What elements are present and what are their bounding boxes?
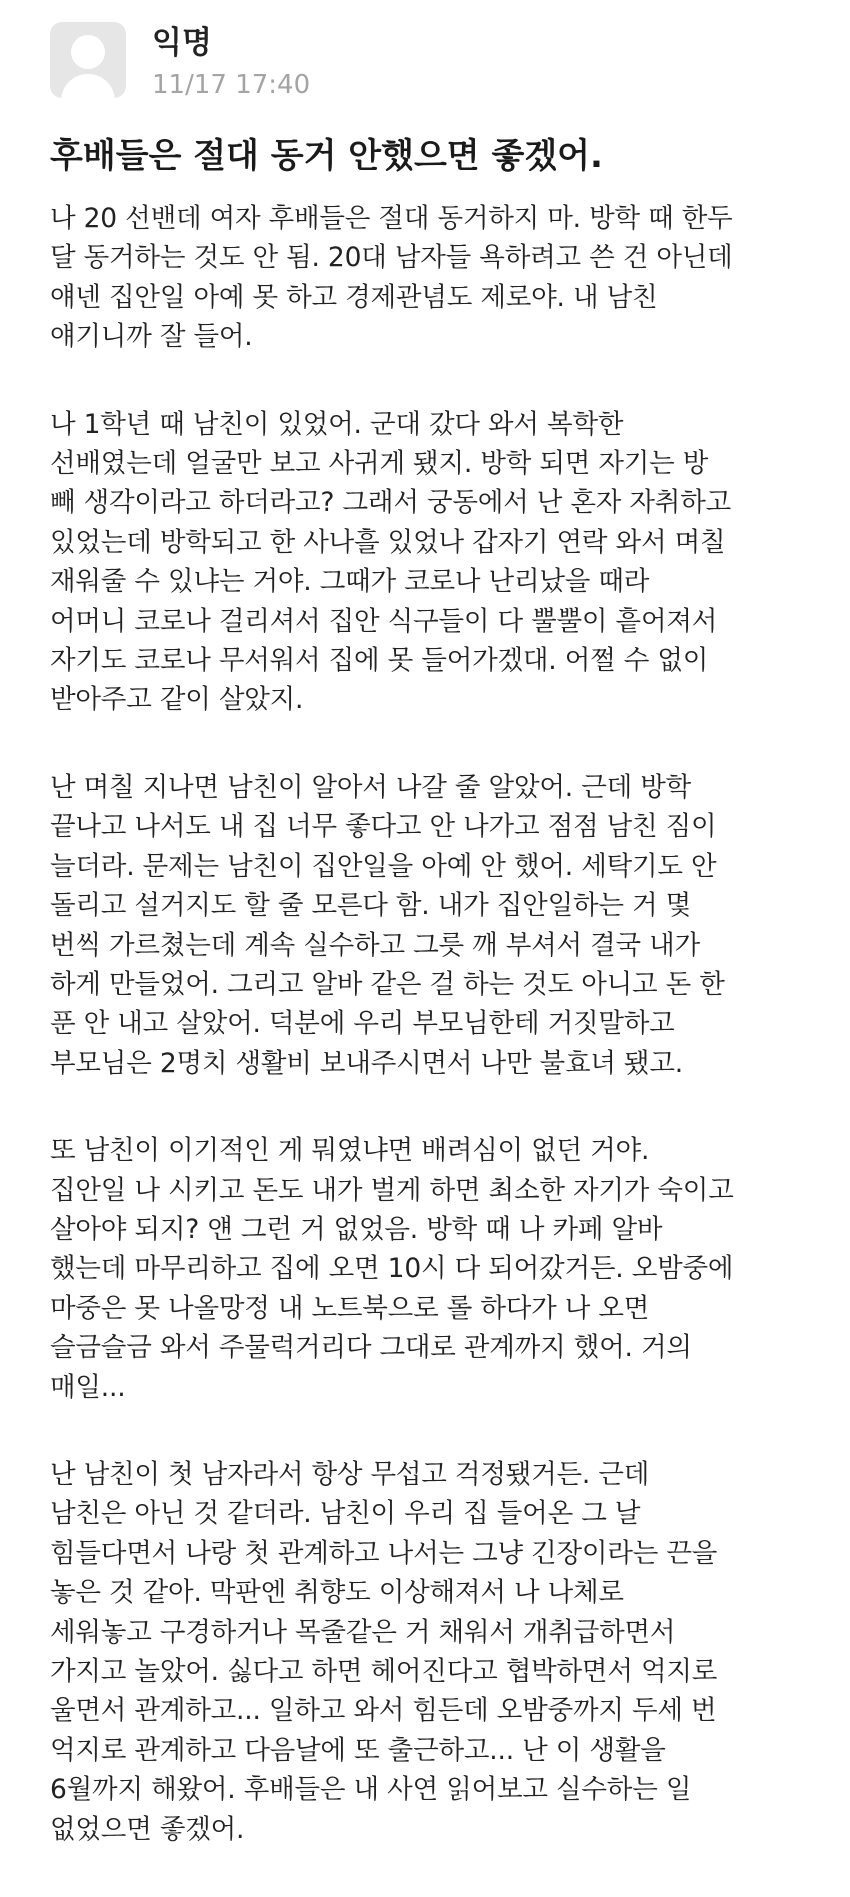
paragraph-line: 놓은 것 같아. 막판엔 취향도 이상해져서 나 나체로 [50, 1577, 624, 1609]
paragraph-line: 달 동거하는 것도 안 됨. 20대 남자들 욕하려고 쓴 건 아닌데 [50, 242, 733, 274]
paragraph-line: 울면서 관계하고... 일하고 와서 힘든데 오밤중까지 두세 번 [50, 1695, 717, 1727]
paragraph-line: 마중은 못 나올망정 내 노트북으로 롤 하다가 나 오면 [50, 1292, 650, 1324]
avatar-body-shape [61, 74, 115, 98]
post-title: 후배들은 절대 동거 안했으면 좋겠어. [50, 136, 603, 176]
post-paragraph [50, 1455, 820, 1849]
paragraph-line: 슬금슬금 와서 주물럭거리다 그대로 관계까지 했어. 거의 [50, 1332, 692, 1364]
paragraph-line: 어머니 코로나 걸리셔서 집안 식구들이 다 뿔뿔이 흩어져서 [50, 605, 718, 637]
paragraph-line: 자기도 코로나 무서워서 집에 못 들어가겠대. 어쩔 수 없이 [50, 645, 709, 677]
paragraph-line: 받아주고 같이 살았지. [50, 684, 304, 716]
paragraph-line: 나 1학년 때 남친이 있었어. 군대 갔다 와서 복학한 [50, 408, 624, 440]
paragraph-line: 또 남친이 이기적인 게 뭐였냐면 배려심이 없던 거야. [50, 1135, 650, 1167]
paragraph-line: 나 20 선밴데 여자 후배들은 절대 동거하지 마. 방학 때 한두 [50, 203, 733, 234]
paragraph-line: 하게 만들었어. 그리고 알바 같은 걸 하는 것도 아니고 돈 한 [50, 968, 725, 1000]
paragraph-line: 했는데 마무리하고 집에 오면 10시 다 되어갔거든. 오밤중에 [50, 1253, 734, 1285]
paragraph-line: 재워줄 수 있냐는 거야. 그때가 코로나 난리났을 때라 [50, 566, 650, 598]
paragraph-line: 얘넨 집안일 아예 못 하고 경제관념도 제로야. 내 남친 [50, 281, 658, 313]
paragraph-line: 세워놓고 구경하거나 목줄같은 거 채워서 개취급하면서 [50, 1616, 676, 1648]
paragraph-line: 번씩 가르쳤는데 계속 실수하고 그릇 깨 부셔서 결국 내가 [50, 929, 700, 961]
post-header [50, 22, 310, 102]
post-paragraph [50, 199, 820, 357]
paragraph-line: 없었으면 좋겠어. [50, 1813, 245, 1845]
paragraph-line: 있었는데 방학되고 한 사나흘 있었나 갑자기 연락 와서 며칠 [50, 526, 726, 558]
post-timestamp: 11/17 17:40 [152, 70, 311, 100]
paragraph-line: 난 남친이 첫 남자라서 항상 무섭고 걱정됐거든. 근데 [50, 1458, 650, 1490]
paragraph-line: 억지로 관계하고 다음날에 또 출근하고... 난 이 생활을 [50, 1734, 666, 1766]
paragraph-line: 빼 생각이라고 하더라고? 그래서 궁동에서 난 혼자 자취하고 [50, 487, 732, 519]
paragraph-line: 가지고 놀았어. 싫다고 하면 헤어진다고 협박하면서 억지로 [50, 1656, 718, 1687]
paragraph-line: 부모님은 2명치 생활비 보내주시면서 나만 불효녀 됐고. [50, 1047, 684, 1079]
paragraph-line: 살아야 되지? 얜 그런 거 없었음. 방학 때 나 카페 알바 [50, 1213, 663, 1245]
paragraph-line: 얘기니까 잘 들어. [50, 321, 253, 353]
paragraph-line: 매일... [50, 1371, 126, 1403]
paragraph-line: 늘더라. 문제는 남친이 집안일을 아예 안 했어. 세탁기도 안 [50, 850, 717, 882]
post-paragraph [50, 405, 820, 720]
avatar-head-shape [71, 35, 105, 69]
paragraph-line: 힘들다면서 나랑 첫 관계하고 나서는 그냥 긴장이라는 끈을 [50, 1537, 718, 1569]
post-meta [152, 22, 310, 102]
paragraph-line: 난 며칠 지나면 남친이 알아서 나갈 줄 알았어. 근데 방학 [50, 771, 692, 803]
post-body [50, 199, 820, 1897]
paragraph-line: 집안일 나 시키고 돈도 내가 벌게 하면 최소한 자기가 숙이고 [50, 1174, 734, 1206]
paragraph-line: 6월까지 해왔어. 후배들은 내 사연 읽어보고 실수하는 일 [50, 1774, 692, 1806]
author-name: 익명 [152, 25, 212, 61]
post-paragraph [50, 1131, 820, 1407]
paragraph-line: 돌리고 설거지도 할 줄 모른다 함. 내가 집안일하는 거 몇 [50, 890, 692, 922]
avatar [50, 22, 126, 98]
paragraph-line: 끝나고 나서도 내 집 너무 좋다고 안 나가고 점점 남친 짐이 [50, 811, 717, 843]
paragraph-line: 남친은 아닌 것 같더라. 남친이 우리 집 들어온 그 날 [50, 1498, 641, 1530]
post-paragraph [50, 768, 820, 1083]
paragraph-line: 선배였는데 얼굴만 보고 사귀게 됐지. 방학 되면 자기는 방 [50, 448, 709, 480]
paragraph-line: 푼 안 내고 살았어. 덕분에 우리 부모님한테 거짓말하고 [50, 1008, 675, 1040]
